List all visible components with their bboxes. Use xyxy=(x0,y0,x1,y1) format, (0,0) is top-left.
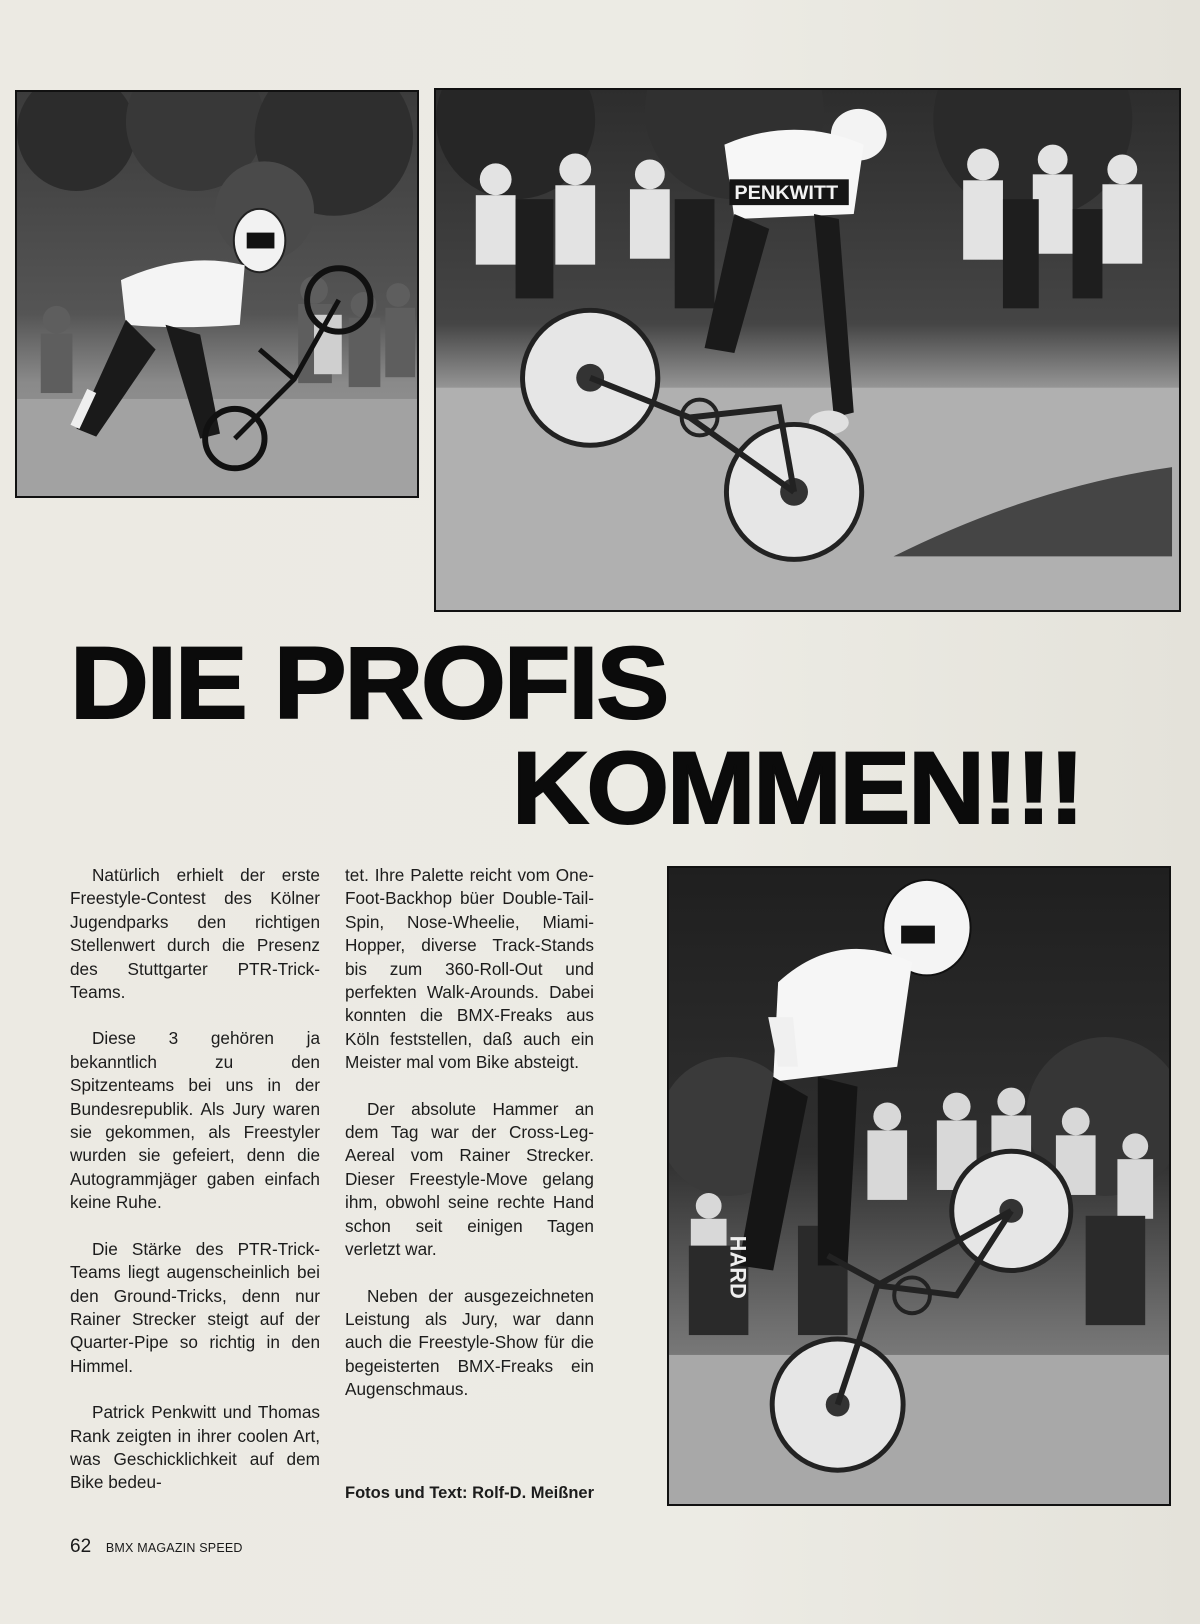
photo-text-credit: Fotos und Text: Rolf-D. Meißner xyxy=(345,1484,595,1502)
article-paragraph: Neben der ausgezeichneten Leistung als Jury, war dann auch die Freestyle-Show für die begeisterten BMX-Freaks ein Augenschmaus. xyxy=(345,1285,594,1400)
page-footer xyxy=(70,1536,243,1558)
article-column-left xyxy=(70,864,320,1518)
jersey-text: PENKWITT xyxy=(734,182,839,205)
article-paragraph: Der absolute Hammer an dem Tag war der Cross-Leg-Aereal vom Rainer Strecker. Dieser Freestyle-Move gelang ihm, obwohl seine rechte Hand schon seit einigen Tagen verletzt war. xyxy=(345,1098,594,1260)
photo-penkwitt-trick xyxy=(434,88,1181,612)
headline-line-1: DIE PROFIS xyxy=(70,626,668,740)
article-paragraph: Patrick Penkwitt und Thomas Rank zeigten in ihrer coolen Art, was Geschicklichkeit auf dem Bike bedeu- xyxy=(70,1402,320,1493)
article-paragraph: Diese 3 gehören ja bekanntlich zu den Spitzenteams bei uns in der Bundesrepublik. Als Jury waren sie gekommen, als Freestyler wurden sie gefeiert, denn die Autogrammjäger gaben einfach keine Ruhe. xyxy=(70,1028,320,1213)
magazine-name: BMX MAGAZIN SPEED xyxy=(105,1541,243,1555)
photo-rider-wheelie xyxy=(667,866,1171,1506)
article-column-middle xyxy=(345,864,594,1425)
headline-line-2: KOMMEN!!! xyxy=(512,731,1083,845)
pants-text: HARD xyxy=(725,1235,751,1299)
article-paragraph: tet. Ihre Palette reicht vom One-Foot-Backhop büer Double-Tail-Spin, Nose-Wheelie, Miami-Hopper, diverse Track-Stands bis zum 360-Roll-Out und perfekten Walk-Arounds. Dabei konnten die BMX-Freaks aus Köln feststellen, daß auch ein Meister mal vom Bike absteigt. xyxy=(345,865,594,1073)
article-paragraph: Natürlich erhielt der erste Freestyle-Contest des Kölner Jugendparks den richtigen Stellenwert durch die Presenz des Stuttgarter PTR-Trick-Teams. xyxy=(70,865,320,1003)
photo-rider-tilted-bike xyxy=(15,90,419,498)
page-number: 62 xyxy=(70,1536,92,1557)
article-paragraph: Die Stärke des PTR-Trick-Teams liegt augenscheinlich bei den Ground-Tricks, denn nur Rainer Strecker steigt auf der Quarter-Pipe so richtig in den Himmel. xyxy=(70,1238,320,1376)
